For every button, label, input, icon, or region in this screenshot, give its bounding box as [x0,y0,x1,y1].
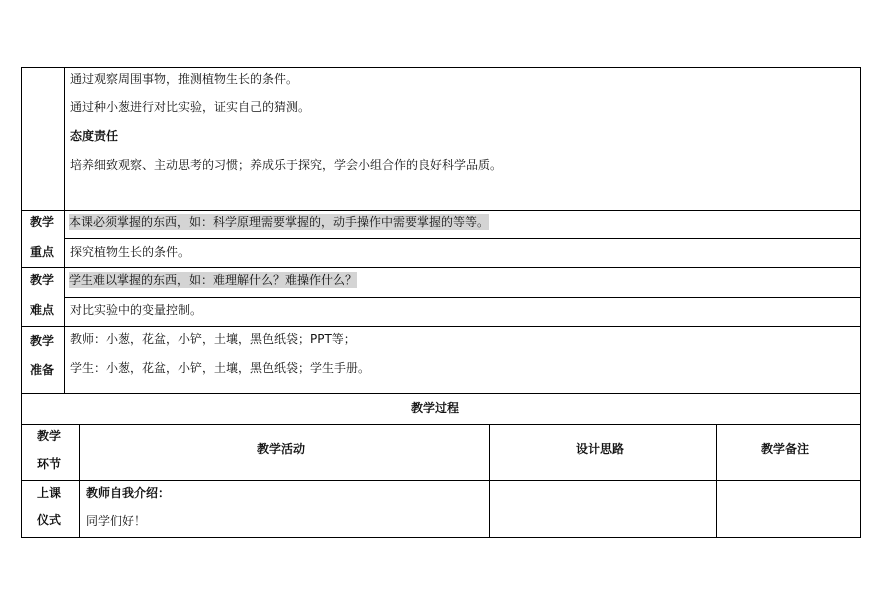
difficulties-note: 学生难以掌握的东西，如：难理解什么？难操作什么？ [69,273,358,287]
activity-column-divider [489,424,490,538]
row-divider [64,238,861,239]
stage-cell: 上课 [37,486,62,500]
activity-cell: 同学们好！ [86,514,147,528]
key-points-label: 重点 [30,245,55,259]
label-column-divider [64,67,65,393]
design-column-divider [716,424,717,538]
preparation-teacher: 教师：小葱，花盆，小铲，土壤，黑色纸袋；PPT等； [70,332,356,346]
row-divider [21,480,861,481]
difficulties-label: 难点 [30,303,55,317]
attitude-text: 培养细致观察、主动思考的习惯；养成乐于探究，学会小组合作的良好科学品质。 [70,158,503,172]
stage-cell: 仪式 [37,513,62,527]
row-divider [21,393,861,394]
activity-header: 教学活动 [257,442,306,456]
preparation-label: 教学 [30,334,55,348]
border-right [860,67,861,538]
notes-header: 教学备注 [761,442,810,456]
row-divider [21,326,861,327]
row-divider [21,210,861,211]
key-points-note: 本课必须掌握的东西，如：科学原理需要掌握的，动手操作中需要掌握的等等。 [69,215,490,229]
stage-header: 环节 [37,457,62,471]
stage-column-divider [79,424,80,538]
process-title: 教学过程 [411,401,460,415]
objective-text: 通过观察周围事物，推测植物生长的条件。 [70,72,299,86]
row-divider [64,297,861,298]
row-divider [21,267,861,268]
key-points-label: 教学 [30,215,55,229]
design-header: 设计思路 [576,442,625,456]
stage-header: 教学 [37,429,62,443]
row-divider [21,424,861,425]
attitude-heading: 态度责任 [70,129,119,143]
difficulties-label: 教学 [30,273,55,287]
border-bottom [21,537,861,538]
border-top [21,67,861,68]
preparation-student: 学生：小葱，花盆，小铲，土壤，黑色纸袋；学生手册。 [70,361,371,375]
difficulties-content: 对比实验中的变量控制。 [70,303,203,317]
objective-text: 通过种小葱进行对比实验，证实自己的猜测。 [70,100,311,114]
activity-cell: 教师自我介绍： [86,486,171,500]
preparation-label: 准备 [30,363,55,377]
border-left [21,67,22,538]
key-points-content: 探究植物生长的条件。 [70,245,191,259]
